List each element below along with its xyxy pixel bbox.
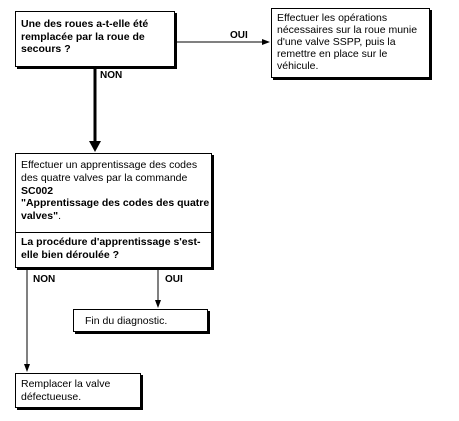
no-label: NON	[100, 70, 123, 81]
command-code: SC002	[21, 184, 54, 197]
yes-label: OUI	[165, 274, 183, 285]
learning-procedure-box	[15, 153, 212, 268]
end-of-diagnosis-box	[73, 309, 208, 332]
yes-label: OUI	[230, 30, 248, 41]
question-learning-success: La procédure d'apprentissage s'est-elle bien déroulée ?	[21, 236, 201, 261]
arrow-right-icon	[262, 39, 270, 45]
no-label: NON	[33, 274, 56, 285]
period: .	[58, 210, 62, 223]
arrow-down-icon	[155, 300, 161, 308]
action-text: Effectuer les opérations nécessaires sur la roue munie d'une valve SSPP, puis la remettre en place sur le véhicule.	[277, 12, 418, 72]
question-wheel-replaced	[15, 11, 175, 67]
replace-text: Remplacer la valve défectueuse.	[21, 378, 111, 403]
replace-valve-box	[15, 373, 141, 408]
section-divider	[16, 232, 211, 233]
learning-instruction	[21, 159, 211, 223]
arrow-down-icon	[89, 141, 101, 152]
end-text: Fin du diagnostic.	[85, 315, 168, 327]
question-text: Une des roues a-t-elle été remplacée par la roue de secours ?	[21, 18, 149, 55]
arrow-down-icon	[24, 364, 30, 372]
command-name: "Apprentissage des codes des quatre valves"	[21, 197, 210, 223]
instruction-text: Effectuer un apprentissage des codes des quatre valves par la commande	[21, 159, 198, 184]
action-sspp-valve	[271, 8, 430, 78]
